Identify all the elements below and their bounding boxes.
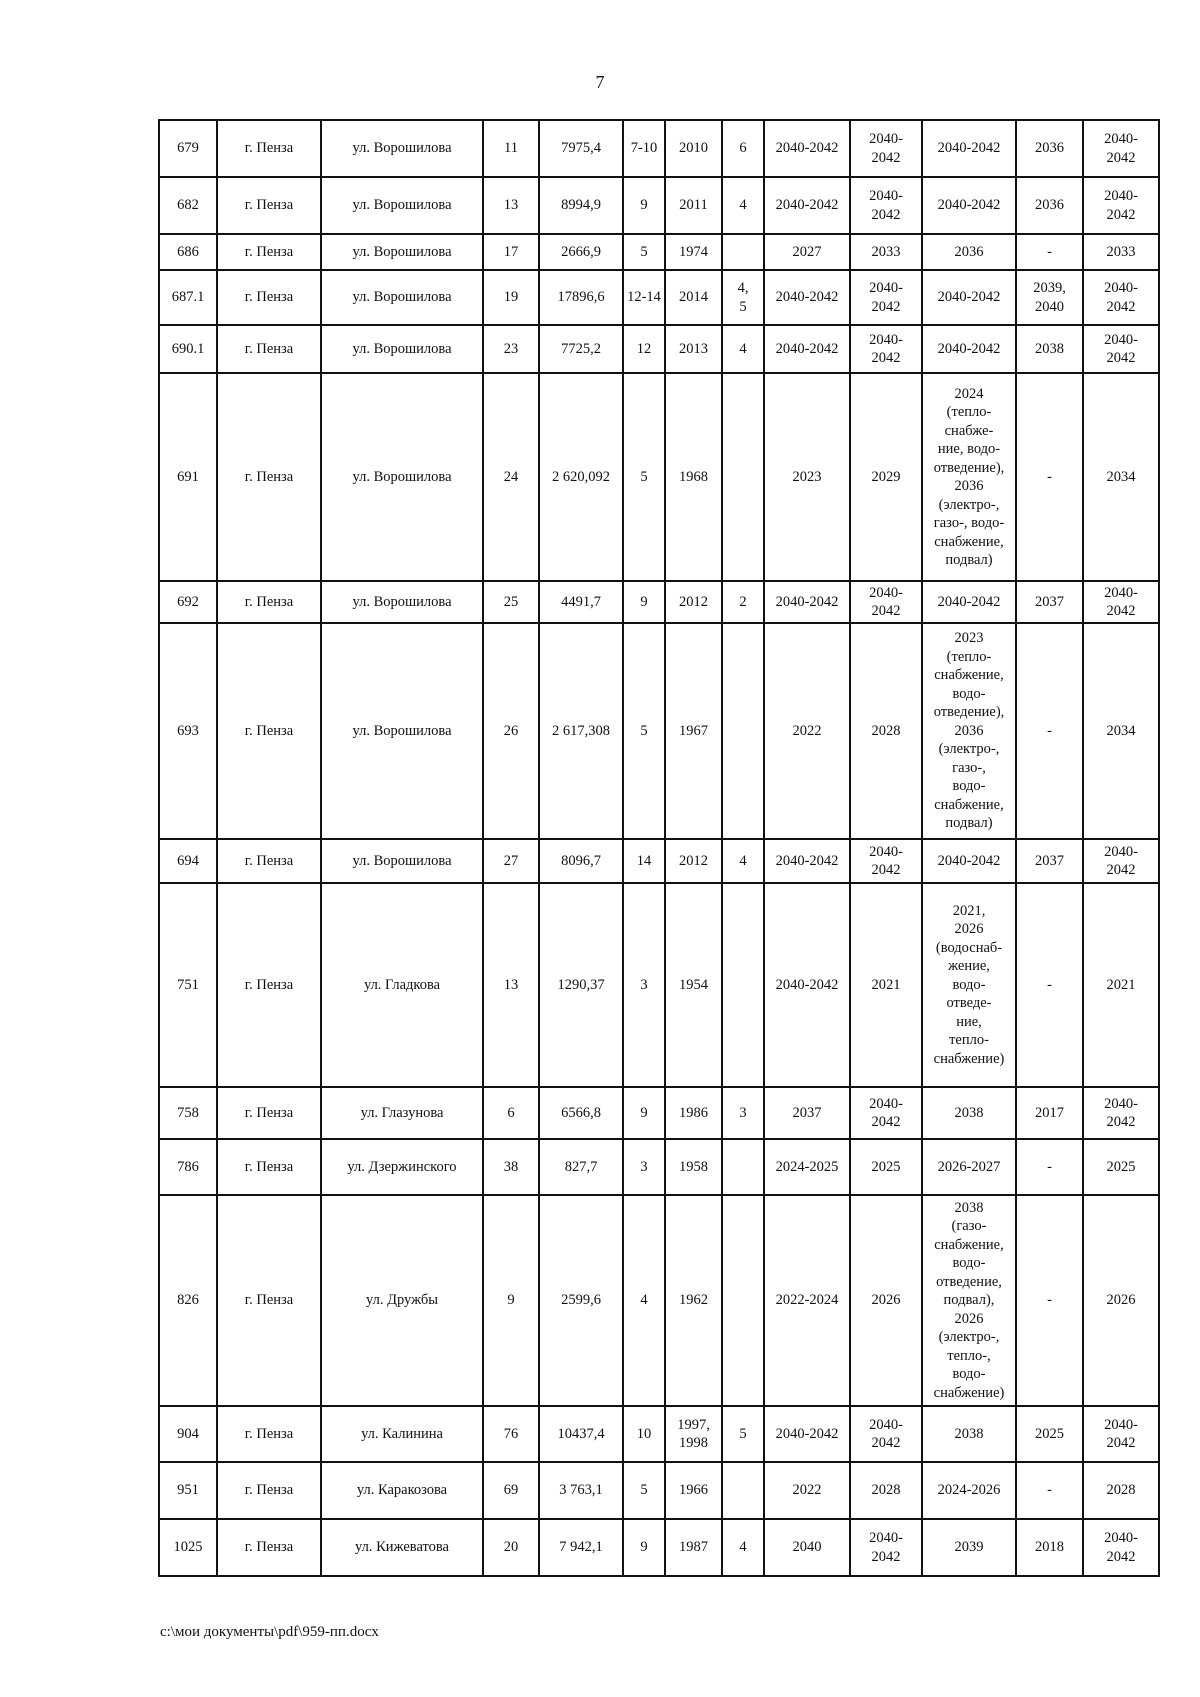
cell-street: ул. Калинина bbox=[321, 1406, 483, 1462]
page-number: 7 bbox=[595, 72, 605, 92]
cell-value-col-12: - bbox=[1016, 1139, 1083, 1195]
cell-value-col-10: 2040- 2042 bbox=[850, 1406, 922, 1462]
cell-area: 10437,4 bbox=[539, 1406, 623, 1462]
cell-value-col-9: 2040-2042 bbox=[764, 1406, 850, 1462]
cell-value-col-11: 2039 bbox=[922, 1519, 1016, 1576]
cell-value-col-11: 2024-2026 bbox=[922, 1462, 1016, 1519]
cell-house-number: 26 bbox=[483, 623, 539, 839]
cell-house-number: 6 bbox=[483, 1087, 539, 1139]
cell-city: г. Пенза bbox=[217, 1139, 321, 1195]
cell-value-col-12: 2025 bbox=[1016, 1406, 1083, 1462]
cell-row-number: 758 bbox=[159, 1087, 217, 1139]
cell-value-col-9: 2040 bbox=[764, 1519, 850, 1576]
cell-area: 1290,37 bbox=[539, 883, 623, 1087]
cell-value-col-13: 2040- 2042 bbox=[1083, 1087, 1159, 1139]
cell-year-built: 1962 bbox=[665, 1195, 722, 1406]
cell-city: г. Пенза bbox=[217, 325, 321, 373]
cell-row-number: 694 bbox=[159, 839, 217, 883]
cell-city: г. Пенза bbox=[217, 1462, 321, 1519]
cell-value-col-13: 2021 bbox=[1083, 883, 1159, 1087]
cell-row-number: 826 bbox=[159, 1195, 217, 1406]
cell-house-number: 20 bbox=[483, 1519, 539, 1576]
cell-value-col-10: 2040- 2042 bbox=[850, 177, 922, 234]
cell-row-number: 686 bbox=[159, 234, 217, 270]
cell-street: ул. Каракозова bbox=[321, 1462, 483, 1519]
cell-value-col-13: 2026 bbox=[1083, 1195, 1159, 1406]
cell-city: г. Пенза bbox=[217, 623, 321, 839]
cell-entrances: 4 bbox=[722, 839, 764, 883]
cell-entrances bbox=[722, 623, 764, 839]
cell-value-col-12: 2036 bbox=[1016, 177, 1083, 234]
cell-value-col-10: 2021 bbox=[850, 883, 922, 1087]
cell-house-number: 17 bbox=[483, 234, 539, 270]
cell-street: ул. Дзержинского bbox=[321, 1139, 483, 1195]
table-row bbox=[159, 120, 1159, 177]
cell-house-number: 19 bbox=[483, 270, 539, 325]
cell-value-col-10: 2025 bbox=[850, 1139, 922, 1195]
cell-year-built: 2010 bbox=[665, 120, 722, 177]
cell-year-built: 2014 bbox=[665, 270, 722, 325]
cell-floors: 5 bbox=[623, 373, 665, 581]
cell-value-col-10: 2033 bbox=[850, 234, 922, 270]
cell-value-col-9: 2022-2024 bbox=[764, 1195, 850, 1406]
cell-value-col-10: 2028 bbox=[850, 1462, 922, 1519]
table-row bbox=[159, 177, 1159, 234]
cell-entrances: 3 bbox=[722, 1087, 764, 1139]
cell-row-number: 687.1 bbox=[159, 270, 217, 325]
table-row bbox=[159, 1195, 1159, 1406]
cell-floors: 10 bbox=[623, 1406, 665, 1462]
cell-floors: 3 bbox=[623, 883, 665, 1087]
table-row bbox=[159, 270, 1159, 325]
cell-street: ул. Гладкова bbox=[321, 883, 483, 1087]
cell-city: г. Пенза bbox=[217, 234, 321, 270]
cell-house-number: 13 bbox=[483, 177, 539, 234]
cell-value-col-9: 2040-2042 bbox=[764, 581, 850, 623]
cell-street: ул. Ворошилова bbox=[321, 373, 483, 581]
cell-area: 8994,9 bbox=[539, 177, 623, 234]
cell-value-col-10: 2028 bbox=[850, 623, 922, 839]
cell-year-built: 1954 bbox=[665, 883, 722, 1087]
cell-row-number: 751 bbox=[159, 883, 217, 1087]
cell-value-col-10: 2040- 2042 bbox=[850, 581, 922, 623]
cell-value-col-9: 2040-2042 bbox=[764, 839, 850, 883]
cell-value-col-9: 2023 bbox=[764, 373, 850, 581]
cell-floors: 4 bbox=[623, 1195, 665, 1406]
cell-value-col-11: 2040-2042 bbox=[922, 120, 1016, 177]
cell-area: 8096,7 bbox=[539, 839, 623, 883]
cell-year-built: 1967 bbox=[665, 623, 722, 839]
cell-value-col-12: 2038 bbox=[1016, 325, 1083, 373]
cell-value-col-9: 2040-2042 bbox=[764, 270, 850, 325]
cell-floors: 7-10 bbox=[623, 120, 665, 177]
cell-house-number: 9 bbox=[483, 1195, 539, 1406]
table-row bbox=[159, 1139, 1159, 1195]
cell-street: ул. Ворошилова bbox=[321, 270, 483, 325]
cell-floors: 3 bbox=[623, 1139, 665, 1195]
cell-value-col-10: 2026 bbox=[850, 1195, 922, 1406]
cell-row-number: 691 bbox=[159, 373, 217, 581]
cell-value-col-9: 2040-2042 bbox=[764, 883, 850, 1087]
cell-area: 2 620,092 bbox=[539, 373, 623, 581]
cell-value-col-12: - bbox=[1016, 234, 1083, 270]
cell-house-number: 13 bbox=[483, 883, 539, 1087]
cell-value-col-9: 2040-2042 bbox=[764, 177, 850, 234]
cell-city: г. Пенза bbox=[217, 120, 321, 177]
cell-value-col-13: 2028 bbox=[1083, 1462, 1159, 1519]
cell-value-col-11: 2026-2027 bbox=[922, 1139, 1016, 1195]
cell-year-built: 2011 bbox=[665, 177, 722, 234]
cell-row-number: 690.1 bbox=[159, 325, 217, 373]
cell-value-col-12: 2018 bbox=[1016, 1519, 1083, 1576]
cell-value-col-10: 2040- 2042 bbox=[850, 120, 922, 177]
cell-city: г. Пенза bbox=[217, 883, 321, 1087]
cell-value-col-11: 2021, 2026 (водоснаб- жение, водо- отведе- ние, тепло- снабжение) bbox=[922, 883, 1016, 1087]
cell-street: ул. Ворошилова bbox=[321, 177, 483, 234]
cell-area: 7725,2 bbox=[539, 325, 623, 373]
table-body bbox=[159, 120, 1159, 1576]
table-row bbox=[159, 325, 1159, 373]
cell-value-col-9: 2024-2025 bbox=[764, 1139, 850, 1195]
cell-value-col-13: 2025 bbox=[1083, 1139, 1159, 1195]
cell-value-col-10: 2040- 2042 bbox=[850, 325, 922, 373]
cell-city: г. Пенза bbox=[217, 581, 321, 623]
cell-city: г. Пенза bbox=[217, 177, 321, 234]
cell-entrances: 5 bbox=[722, 1406, 764, 1462]
cell-street: ул. Ворошилова bbox=[321, 325, 483, 373]
cell-value-col-9: 2040-2042 bbox=[764, 120, 850, 177]
cell-year-built: 1997, 1998 bbox=[665, 1406, 722, 1462]
cell-floors: 12-14 bbox=[623, 270, 665, 325]
cell-value-col-11: 2040-2042 bbox=[922, 177, 1016, 234]
cell-value-col-13: 2040- 2042 bbox=[1083, 177, 1159, 234]
cell-value-col-12: 2037 bbox=[1016, 839, 1083, 883]
cell-value-col-10: 2029 bbox=[850, 373, 922, 581]
cell-value-col-13: 2033 bbox=[1083, 234, 1159, 270]
cell-area: 3 763,1 bbox=[539, 1462, 623, 1519]
cell-area: 7975,4 bbox=[539, 120, 623, 177]
cell-floors: 5 bbox=[623, 234, 665, 270]
cell-value-col-9: 2037 bbox=[764, 1087, 850, 1139]
table-row bbox=[159, 1462, 1159, 1519]
table-row bbox=[159, 234, 1159, 270]
cell-year-built: 2013 bbox=[665, 325, 722, 373]
cell-floors: 12 bbox=[623, 325, 665, 373]
table-row bbox=[159, 623, 1159, 839]
cell-house-number: 69 bbox=[483, 1462, 539, 1519]
cell-value-col-11: 2024 (тепло- снабже- ние, водо- отведение), 2036 (электро-, газо-, водо- снабжение, подвал) bbox=[922, 373, 1016, 581]
cell-value-col-11: 2036 bbox=[922, 234, 1016, 270]
cell-street: ул. Глазунова bbox=[321, 1087, 483, 1139]
table-row bbox=[159, 839, 1159, 883]
cell-house-number: 27 bbox=[483, 839, 539, 883]
cell-city: г. Пенза bbox=[217, 839, 321, 883]
cell-area: 4491,7 bbox=[539, 581, 623, 623]
cell-year-built: 1987 bbox=[665, 1519, 722, 1576]
table-row bbox=[159, 1406, 1159, 1462]
housing-repair-table bbox=[158, 119, 1160, 1577]
cell-entrances bbox=[722, 1462, 764, 1519]
cell-area: 17896,6 bbox=[539, 270, 623, 325]
cell-street: ул. Ворошилова bbox=[321, 120, 483, 177]
cell-value-col-9: 2040-2042 bbox=[764, 325, 850, 373]
cell-year-built: 1958 bbox=[665, 1139, 722, 1195]
footer-file-path: c:\мои документы\pdf\959-пп.docx bbox=[160, 1624, 379, 1640]
cell-street: ул. Ворошилова bbox=[321, 623, 483, 839]
cell-value-col-12: 2017 bbox=[1016, 1087, 1083, 1139]
cell-year-built: 1966 bbox=[665, 1462, 722, 1519]
cell-value-col-13: 2040- 2042 bbox=[1083, 1519, 1159, 1576]
cell-value-col-11: 2038 bbox=[922, 1406, 1016, 1462]
cell-house-number: 38 bbox=[483, 1139, 539, 1195]
cell-value-col-11: 2040-2042 bbox=[922, 839, 1016, 883]
cell-floors: 5 bbox=[623, 623, 665, 839]
cell-entrances: 4 bbox=[722, 177, 764, 234]
cell-area: 7 942,1 bbox=[539, 1519, 623, 1576]
cell-entrances: 4 bbox=[722, 325, 764, 373]
table-row bbox=[159, 1519, 1159, 1576]
cell-value-col-12: - bbox=[1016, 883, 1083, 1087]
cell-value-col-13: 2040- 2042 bbox=[1083, 120, 1159, 177]
cell-floors: 9 bbox=[623, 177, 665, 234]
cell-area: 827,7 bbox=[539, 1139, 623, 1195]
cell-value-col-12: 2036 bbox=[1016, 120, 1083, 177]
cell-house-number: 76 bbox=[483, 1406, 539, 1462]
cell-floors: 9 bbox=[623, 581, 665, 623]
cell-street: ул. Ворошилова bbox=[321, 839, 483, 883]
cell-row-number: 679 bbox=[159, 120, 217, 177]
cell-value-col-10: 2040- 2042 bbox=[850, 1087, 922, 1139]
cell-row-number: 904 bbox=[159, 1406, 217, 1462]
cell-value-col-10: 2040- 2042 bbox=[850, 270, 922, 325]
cell-value-col-11: 2040-2042 bbox=[922, 581, 1016, 623]
cell-entrances: 2 bbox=[722, 581, 764, 623]
cell-entrances: 4, 5 bbox=[722, 270, 764, 325]
cell-entrances bbox=[722, 883, 764, 1087]
cell-city: г. Пенза bbox=[217, 373, 321, 581]
cell-value-col-13: 2034 bbox=[1083, 623, 1159, 839]
table-row bbox=[159, 373, 1159, 581]
cell-floors: 9 bbox=[623, 1519, 665, 1576]
cell-area: 2 617,308 bbox=[539, 623, 623, 839]
cell-value-col-11: 2040-2042 bbox=[922, 325, 1016, 373]
cell-entrances bbox=[722, 234, 764, 270]
cell-row-number: 682 bbox=[159, 177, 217, 234]
cell-value-col-12: - bbox=[1016, 373, 1083, 581]
cell-value-col-12: 2039, 2040 bbox=[1016, 270, 1083, 325]
cell-row-number: 692 bbox=[159, 581, 217, 623]
cell-house-number: 24 bbox=[483, 373, 539, 581]
cell-street: ул. Дружбы bbox=[321, 1195, 483, 1406]
cell-street: ул. Ворошилова bbox=[321, 581, 483, 623]
cell-entrances: 6 bbox=[722, 120, 764, 177]
cell-row-number: 1025 bbox=[159, 1519, 217, 1576]
cell-value-col-10: 2040- 2042 bbox=[850, 839, 922, 883]
cell-row-number: 951 bbox=[159, 1462, 217, 1519]
cell-year-built: 1974 bbox=[665, 234, 722, 270]
cell-value-col-13: 2034 bbox=[1083, 373, 1159, 581]
cell-entrances: 4 bbox=[722, 1519, 764, 1576]
cell-house-number: 23 bbox=[483, 325, 539, 373]
cell-row-number: 693 bbox=[159, 623, 217, 839]
cell-entrances bbox=[722, 1195, 764, 1406]
cell-entrances bbox=[722, 373, 764, 581]
cell-value-col-12: - bbox=[1016, 1195, 1083, 1406]
cell-year-built: 1986 bbox=[665, 1087, 722, 1139]
cell-city: г. Пенза bbox=[217, 1519, 321, 1576]
cell-value-col-13: 2040- 2042 bbox=[1083, 1406, 1159, 1462]
cell-floors: 14 bbox=[623, 839, 665, 883]
cell-row-number: 786 bbox=[159, 1139, 217, 1195]
cell-year-built: 2012 bbox=[665, 839, 722, 883]
cell-area: 2599,6 bbox=[539, 1195, 623, 1406]
cell-house-number: 11 bbox=[483, 120, 539, 177]
cell-value-col-11: 2038 (газо- снабжение, водо- отведение, подвал), 2026 (электро-, тепло-, водо- снабжение) bbox=[922, 1195, 1016, 1406]
cell-value-col-13: 2040- 2042 bbox=[1083, 270, 1159, 325]
cell-value-col-12: - bbox=[1016, 623, 1083, 839]
cell-year-built: 1968 bbox=[665, 373, 722, 581]
cell-value-col-13: 2040- 2042 bbox=[1083, 581, 1159, 623]
table-row bbox=[159, 581, 1159, 623]
cell-city: г. Пенза bbox=[217, 1087, 321, 1139]
cell-value-col-11: 2038 bbox=[922, 1087, 1016, 1139]
cell-value-col-13: 2040- 2042 bbox=[1083, 839, 1159, 883]
cell-value-col-12: - bbox=[1016, 1462, 1083, 1519]
cell-city: г. Пенза bbox=[217, 1195, 321, 1406]
cell-area: 2666,9 bbox=[539, 234, 623, 270]
cell-value-col-11: 2023 (тепло- снабжение, водо- отведение), 2036 (электро-, газо-, водо- снабжение, подвал) bbox=[922, 623, 1016, 839]
cell-area: 6566,8 bbox=[539, 1087, 623, 1139]
table-row bbox=[159, 1087, 1159, 1139]
cell-entrances bbox=[722, 1139, 764, 1195]
cell-street: ул. Ворошилова bbox=[321, 234, 483, 270]
cell-house-number: 25 bbox=[483, 581, 539, 623]
cell-street: ул. Кижеватова bbox=[321, 1519, 483, 1576]
cell-floors: 9 bbox=[623, 1087, 665, 1139]
cell-city: г. Пенза bbox=[217, 1406, 321, 1462]
cell-value-col-9: 2022 bbox=[764, 1462, 850, 1519]
cell-city: г. Пенза bbox=[217, 270, 321, 325]
cell-value-col-9: 2027 bbox=[764, 234, 850, 270]
cell-year-built: 2012 bbox=[665, 581, 722, 623]
cell-value-col-11: 2040-2042 bbox=[922, 270, 1016, 325]
cell-floors: 5 bbox=[623, 1462, 665, 1519]
cell-value-col-12: 2037 bbox=[1016, 581, 1083, 623]
cell-value-col-10: 2040- 2042 bbox=[850, 1519, 922, 1576]
cell-value-col-9: 2022 bbox=[764, 623, 850, 839]
cell-value-col-13: 2040- 2042 bbox=[1083, 325, 1159, 373]
table-row bbox=[159, 883, 1159, 1087]
